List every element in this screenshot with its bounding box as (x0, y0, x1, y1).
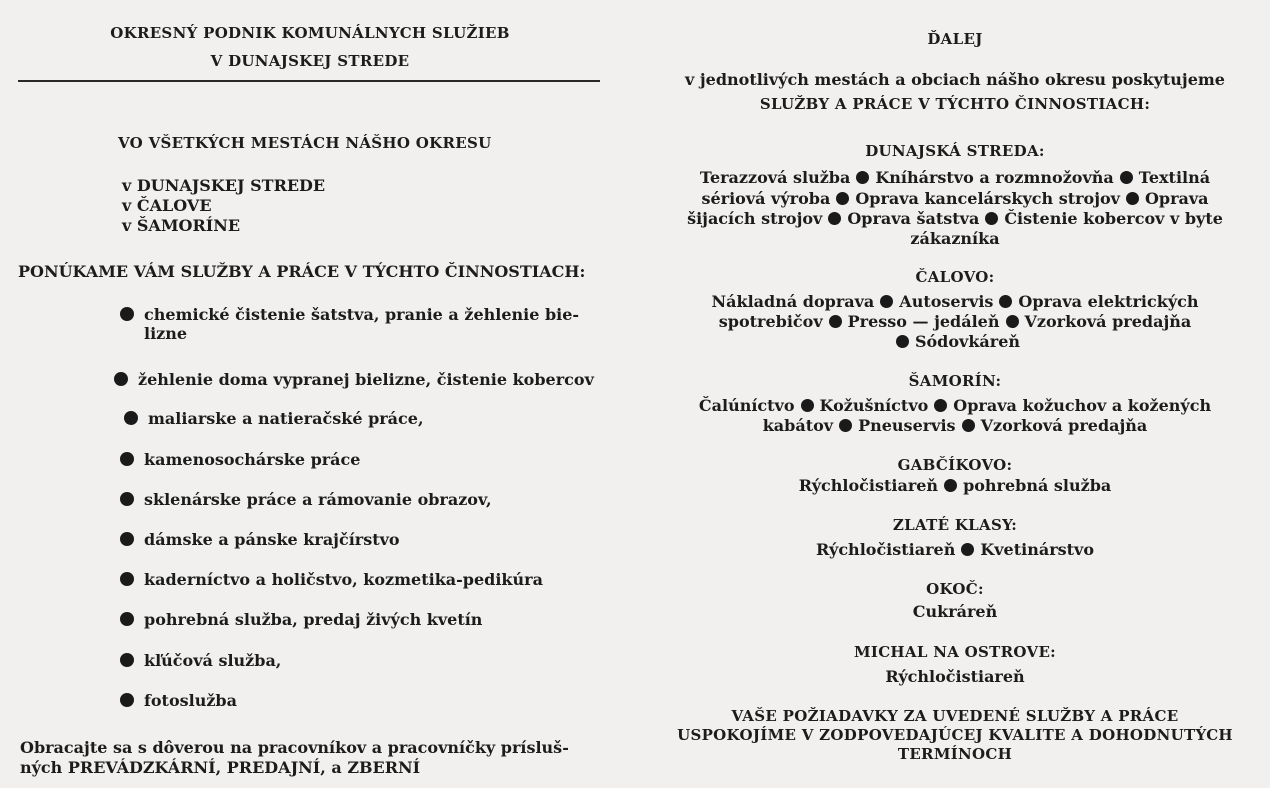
closing-line1: Obracajte sa s dôverou na pracovníkov a pracovníčky prísluš- (20, 738, 569, 757)
service-text: Vzorková predajňa (1024, 312, 1192, 331)
bullet-icon (120, 532, 134, 546)
org-name-line1: OKRESNÝ PODNIK KOMUNÁLNYCH SLUŽIEB (110, 24, 510, 42)
bullet-icon (944, 479, 957, 492)
town-item: v ŠAMORÍNE (122, 216, 241, 235)
service-text: kabátov (762, 416, 834, 435)
service-text: pohrebná služba (963, 476, 1112, 495)
service-text: Vzorková predajňa (980, 416, 1148, 435)
service-label: maliarske a natieračské práce, (148, 409, 424, 428)
service-label: kľúčová služba, (144, 651, 282, 670)
bullet-icon (839, 419, 852, 432)
place-name: ŠAMORÍN: (908, 372, 1002, 390)
service-label: kaderníctvo a holičstvo, kozmetika-pedikúra (144, 570, 543, 589)
service-text: Presso — jedáleň (847, 312, 1000, 331)
bullet-icon (999, 295, 1012, 308)
place-services-line (640, 396, 1270, 415)
footer-line2: USPOKOJÍME V ZODPOVEDAJÚCEJ KVALITE A DOHODNUTÝCH (677, 726, 1233, 744)
place-services-line (640, 209, 1270, 228)
offer-heading: PONÚKAME VÁM SLUŽBY A PRÁCE V TÝCHTO ČINNOSTIACH: (18, 262, 586, 281)
service-text: šijacích strojov (687, 209, 823, 228)
footer-line1: VAŠE POŽIADAVKY ZA UVEDENÉ SLUŽBY A PRÁCE (731, 707, 1179, 725)
service-text: Rýchločistiareň (816, 540, 956, 559)
service-text: Kvetinárstvo (980, 540, 1094, 559)
bullet-icon (856, 171, 869, 184)
place-name: DUNAJSKÁ STREDA: (865, 142, 1045, 160)
bullet-icon (120, 452, 134, 466)
service-text: Oprava (1144, 189, 1209, 208)
closing-line2: ných PREVÁDZKÁRNÍ, PREDAJNÍ, a ZBERNÍ (20, 758, 421, 777)
place-services-line (640, 332, 1270, 351)
service-text: Oprava kancelárskych strojov (855, 189, 1120, 208)
bullet-icon (829, 315, 842, 328)
place-services-line (640, 168, 1270, 187)
service-text: Oprava elektrických (1018, 292, 1199, 311)
service-text: Kožušníctvo (819, 396, 929, 415)
service-item (120, 450, 360, 469)
bullet-icon (961, 543, 974, 556)
service-item (120, 651, 281, 670)
service-label: sklenárske práce a rámovanie obrazov, (144, 490, 492, 509)
service-text: Oprava šatstva (847, 209, 980, 228)
bullet-icon (962, 419, 975, 432)
service-text: zákazníka (910, 229, 1000, 248)
bullet-icon (124, 411, 138, 425)
service-text: Autoservis (899, 292, 994, 311)
place-name: GABČÍKOVO: (897, 456, 1013, 474)
service-label: fotoslužba (144, 691, 237, 710)
bullet-icon (880, 295, 893, 308)
place-services-line (640, 540, 1270, 559)
place-services-line (640, 229, 1270, 248)
bullet-icon (120, 612, 134, 626)
intro-line2: SLUŽBY A PRÁCE V TÝCHTO ČINNOSTIACH: (759, 95, 1151, 113)
place-name: OKOČ: (926, 580, 984, 598)
service-item (120, 530, 400, 549)
bullet-icon (120, 572, 134, 586)
service-text: Nákladná doprava (711, 292, 875, 311)
place-services-line (640, 602, 1270, 621)
place-services-line (640, 292, 1270, 311)
service-text: Kníhárstvo a rozmnožovňa (875, 168, 1114, 187)
footer-line3: TERMÍNOCH (897, 745, 1013, 763)
place-services-line (640, 189, 1270, 208)
right-heading: ĎALEJ (927, 30, 983, 48)
service-item (120, 570, 543, 589)
place-name: MICHAL NA OSTROVE: (853, 643, 1057, 661)
intro-line1: v jednotlivých mestách a obciach nášho okresu poskytujeme (685, 70, 1225, 89)
bullet-icon (985, 212, 998, 225)
service-text: Textilná (1138, 168, 1211, 187)
bullet-icon (836, 192, 849, 205)
header-rule (18, 80, 600, 82)
place-name: ZLATÉ KLASY: (892, 516, 1018, 534)
place-services-line (640, 312, 1270, 331)
service-text: Terazzová služba (699, 168, 851, 187)
service-label: chemické čistenie šatstva, pranie a žehlenie bie- (144, 305, 580, 324)
service-label: pohrebná služba, predaj živých kvetín (144, 610, 483, 629)
service-item (120, 490, 492, 509)
service-text: Pneuservis (858, 416, 956, 435)
service-text: Rýchločistiareň (885, 667, 1025, 686)
place-name: ČALOVO: (915, 268, 995, 286)
bullet-icon (1126, 192, 1139, 205)
service-item (124, 409, 424, 428)
service-text: sériová výroba (701, 189, 831, 208)
place-services-line (640, 667, 1270, 686)
service-label: dámske a pánske krajčírstvo (144, 530, 400, 549)
bullet-icon (934, 399, 947, 412)
service-item (120, 610, 482, 629)
place-services-line (640, 476, 1270, 495)
service-label: kamenosochárske práce (144, 450, 361, 469)
towns-heading: VO VŠETKÝCH MESTÁCH NÁŠHO OKRESU (118, 134, 492, 152)
service-text: spotrebičov (718, 312, 823, 331)
service-item (120, 691, 237, 710)
bullet-icon (896, 335, 909, 348)
bullet-icon (801, 399, 814, 412)
place-services-line (640, 416, 1270, 435)
bullet-icon (1006, 315, 1019, 328)
service-item (120, 305, 579, 343)
bullet-icon (120, 307, 134, 321)
bullet-icon (828, 212, 841, 225)
service-label-cont: lizne (144, 324, 188, 343)
service-text: Cukráreň (912, 602, 998, 621)
service-text: Čistenie kobercov v byte (1004, 209, 1223, 228)
bullet-icon (120, 492, 134, 506)
bullet-icon (120, 653, 134, 667)
service-text: Sódovkáreň (914, 332, 1021, 351)
service-text: Oprava kožuchov a kožených (953, 396, 1212, 415)
bullet-icon (1120, 171, 1133, 184)
service-item (114, 370, 594, 389)
service-label: žehlenie doma vypranej bielizne, čistenie kobercov (138, 370, 594, 389)
town-item: v ČALOVE (122, 196, 212, 215)
town-item: v DUNAJSKEJ STREDE (122, 176, 326, 195)
bullet-icon (114, 372, 128, 386)
service-text: Rýchločistiareň (798, 476, 939, 495)
org-name-line2: V DUNAJSKEJ STREDE (210, 52, 410, 70)
bullet-icon (120, 693, 134, 707)
service-text: Čalúníctvo (698, 396, 795, 415)
